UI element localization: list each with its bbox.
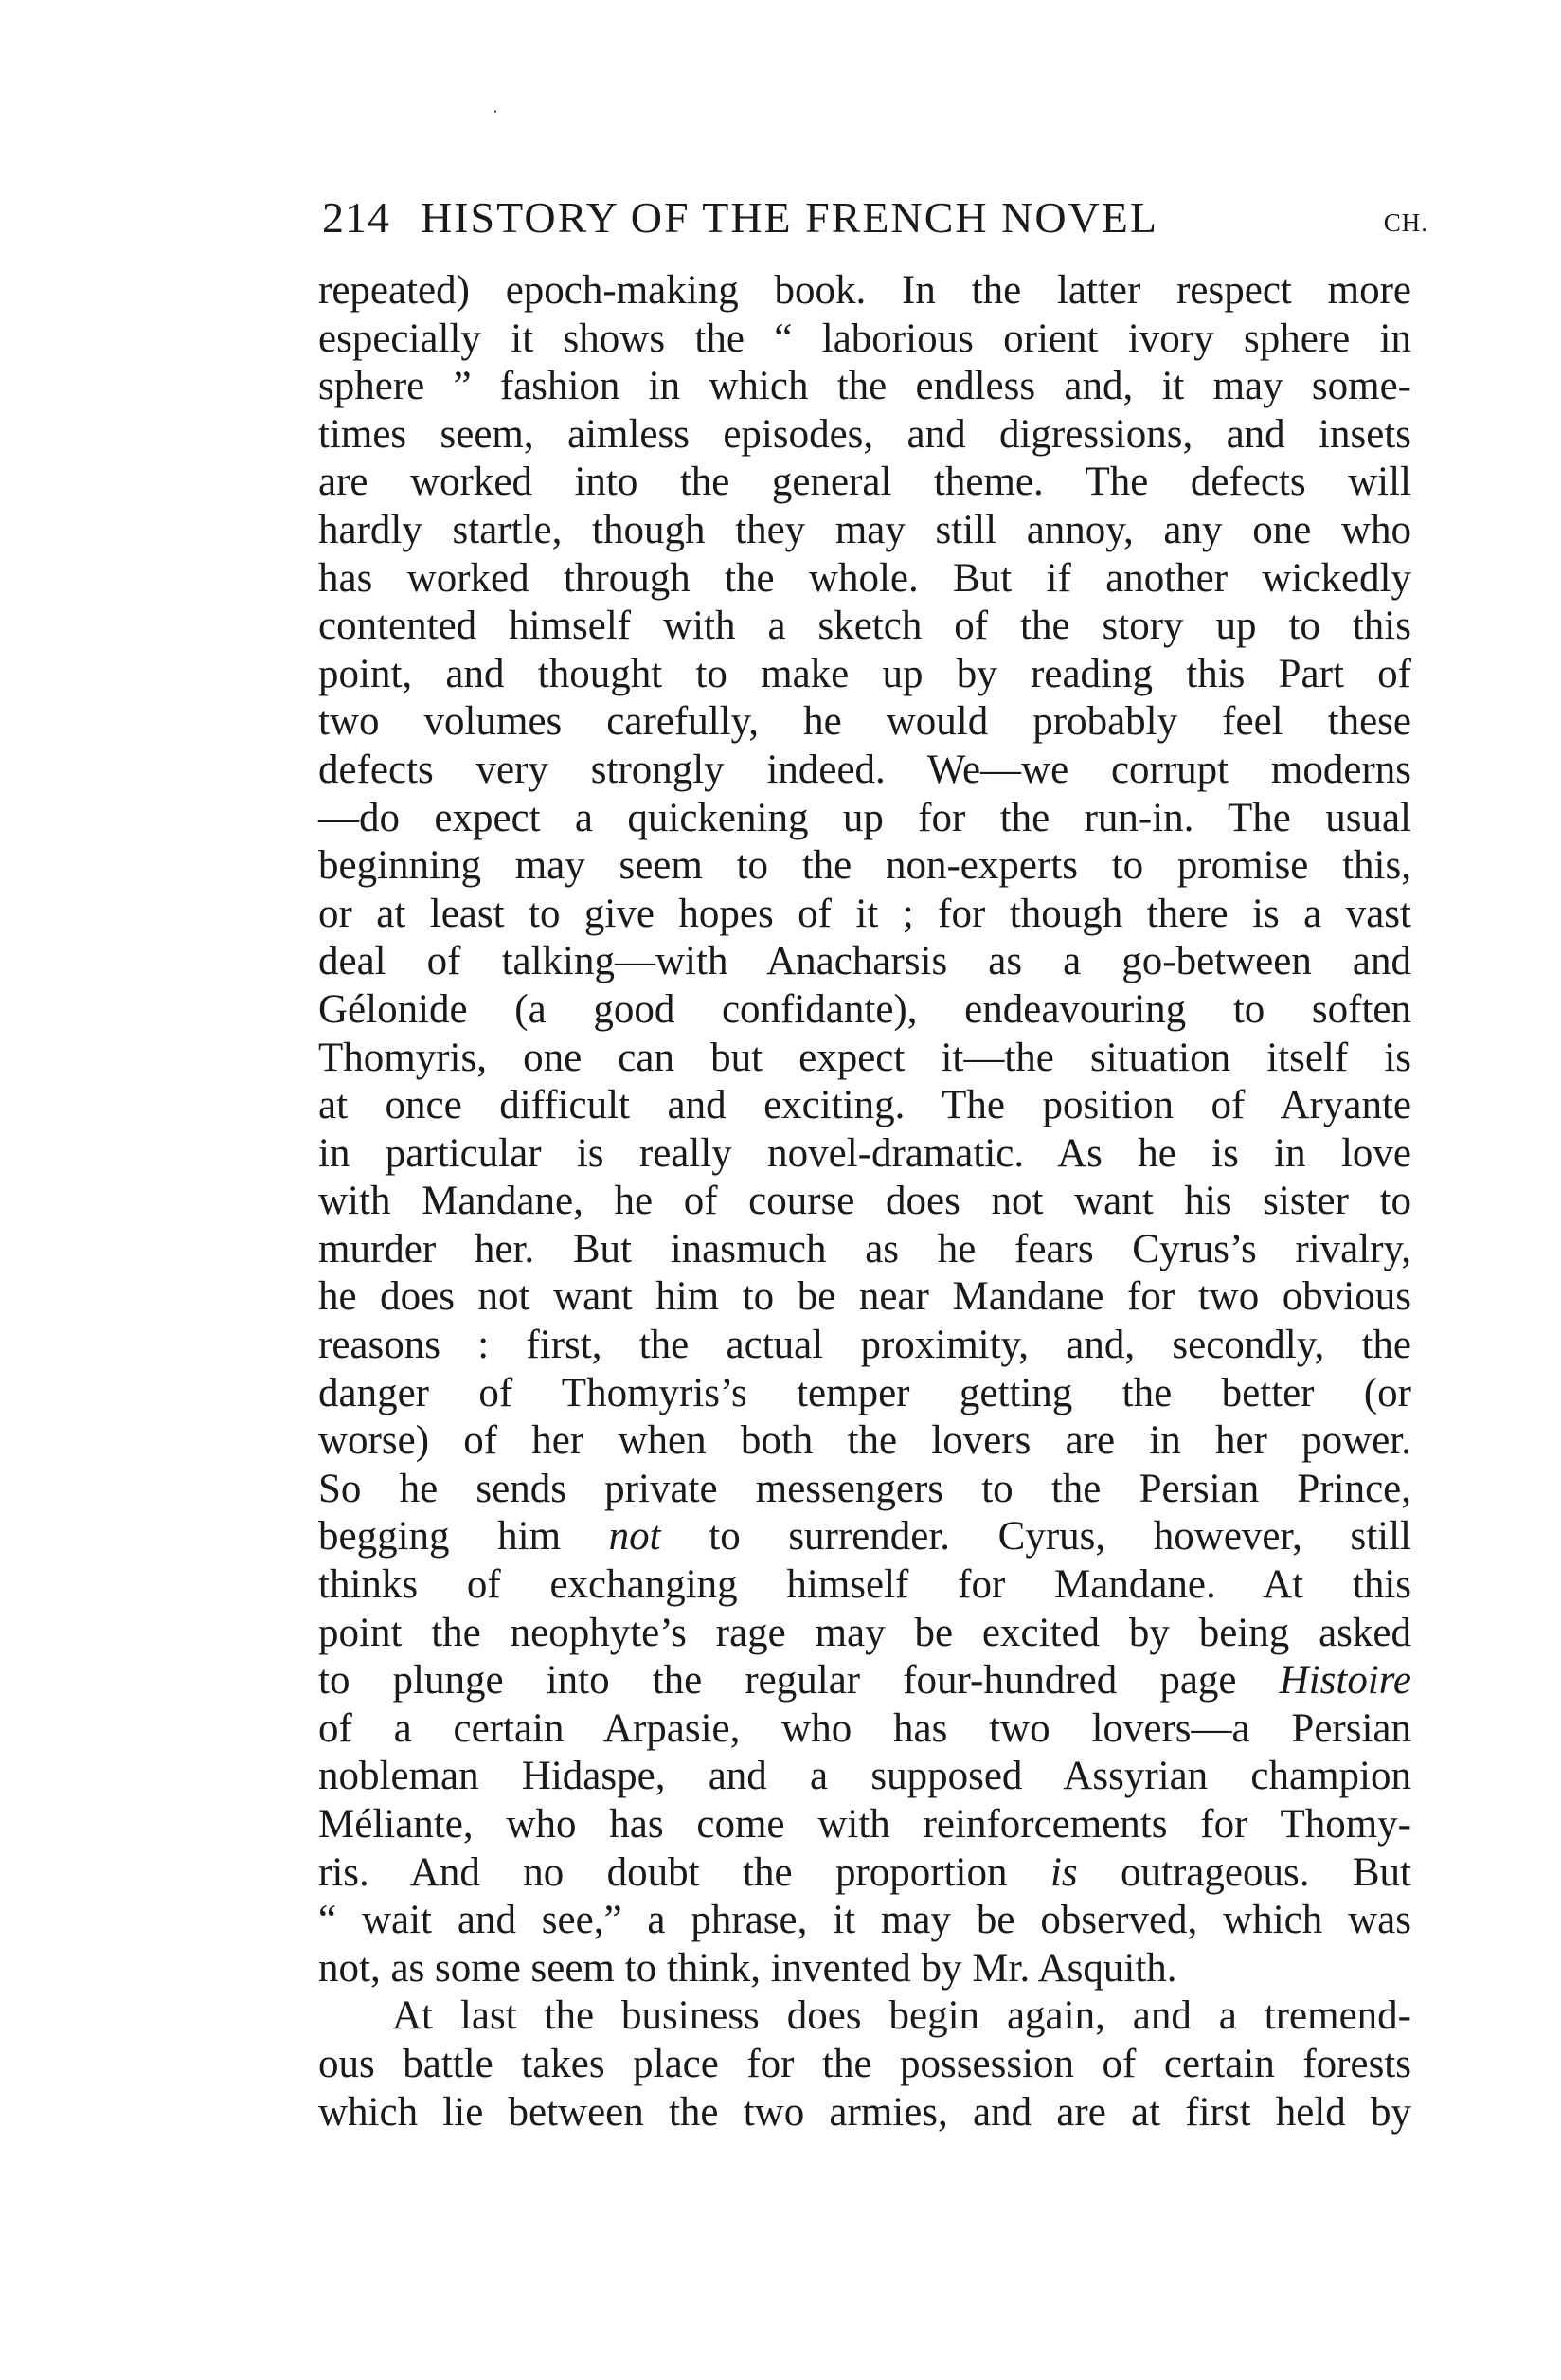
- text-run: ris. And no doubt the proportion: [318, 1849, 1050, 1895]
- paragraph-1: [318, 267, 1411, 1992]
- italic-word: not: [608, 1514, 661, 1560]
- running-head: [322, 189, 1428, 246]
- text-line: So he sends private messengers to the Persian Prince,: [318, 1466, 1411, 1511]
- text-line: are worked into the general theme. The defects will: [318, 460, 1411, 505]
- text-line: [318, 1513, 1411, 1561]
- text-line: —do expect a quickening up for the run-in. The usual: [318, 795, 1411, 840]
- text-line: murder her. But inasmuch as he fears Cyrus’s rivalry,: [318, 1226, 1411, 1271]
- text-line: worse) of her when both the lovers are in her power.: [318, 1418, 1411, 1464]
- text-line: thinks of exchanging himself for Mandane. At this: [318, 1562, 1411, 1608]
- page-number: 214: [322, 193, 390, 242]
- text-line: times seem, aimless episodes, and digressions, and insets: [318, 411, 1411, 457]
- text-line: Méliante, who has come with reinforcements for Thomy-: [318, 1802, 1411, 1847]
- text-run: to plunge into the regular four-hundred page: [318, 1658, 1280, 1704]
- text-line: ous battle takes place for the possession of certain forests: [318, 2041, 1411, 2086]
- text-line: point, and thought to make up by reading this Part of: [318, 651, 1411, 696]
- text-line: of a certain Arpasie, who has two lovers—a Persian: [318, 1705, 1411, 1751]
- text-line: especially it shows the “ laborious orient ivory sphere in: [318, 316, 1411, 361]
- text-line: sphere ” fashion in which the endless and, it may some-: [318, 364, 1411, 409]
- text-run: to surrender. Cyrus, however, still: [660, 1514, 1411, 1560]
- paragraph-2: [318, 1992, 1411, 2137]
- text-line: not, as some seem to think, invented by Mr. Asquith.: [318, 1945, 1177, 1991]
- text-line: nobleman Hidaspe, and a supposed Assyrian champion: [318, 1754, 1411, 1799]
- running-title: HISTORY OF THE FRENCH NOVEL: [421, 193, 1158, 242]
- italic-word: is: [1050, 1849, 1078, 1895]
- text-line: he does not want him to be near Mandane for two obvious: [318, 1274, 1411, 1320]
- text-line: or at least to give hopes of it ; for though there is a vast: [318, 891, 1411, 936]
- text-line: reasons : first, the actual proximity, and, secondly, the: [318, 1323, 1411, 1368]
- text-run: begging him: [318, 1514, 609, 1560]
- text-line: contented himself with a sketch of the story up to this: [318, 604, 1411, 649]
- text-line: point the neophyte’s rage may be excited by being asked: [318, 1610, 1411, 1655]
- text-line: which lie between the two armies, and are at first held by: [318, 2089, 1411, 2135]
- text-line: deal of talking—with Anacharsis as a go-between and: [318, 939, 1411, 984]
- chapter-mark: CH.: [1383, 208, 1428, 237]
- text-line: with Mandane, he of course does not want his sister to: [318, 1179, 1411, 1224]
- text-line: At last the business does begin again, and a tremend-: [392, 1993, 1411, 2039]
- text-line: beginning may seem to the non-experts to promise this,: [318, 843, 1411, 889]
- text-line: repeated) epoch-making book. In the latter respect more: [318, 268, 1411, 313]
- text-line: in particular is really novel-dramatic. As he is in love: [318, 1130, 1411, 1176]
- text-line: Thomyris, one can but expect it—the situation itself is: [318, 1035, 1411, 1080]
- text-line: Gélonide (a good confidante), endeavouring to soften: [318, 986, 1411, 1032]
- text-line: defects very strongly indeed. We—we corrupt moderns: [318, 747, 1411, 792]
- text-line: at once difficult and exciting. The position of Aryante: [318, 1083, 1411, 1128]
- stray-ink-mark: [494, 110, 496, 113]
- text-line: two volumes carefully, he would probably feel these: [318, 699, 1411, 745]
- text-line: “ wait and see,” a phrase, it may be observed, which was: [318, 1898, 1411, 1943]
- text-line: danger of Thomyris’s temper getting the better (or: [318, 1370, 1411, 1415]
- text-run: outrageous. But: [1077, 1849, 1411, 1895]
- text-line: hardly startle, though they may still annoy, any one who: [318, 507, 1411, 552]
- text-line: has worked through the whole. But if another wickedly: [318, 555, 1411, 601]
- italic-title: Histoire: [1279, 1658, 1411, 1704]
- text-line: [318, 1849, 1411, 1898]
- text-line: [318, 1657, 1411, 1705]
- body-text: [318, 267, 1411, 2137]
